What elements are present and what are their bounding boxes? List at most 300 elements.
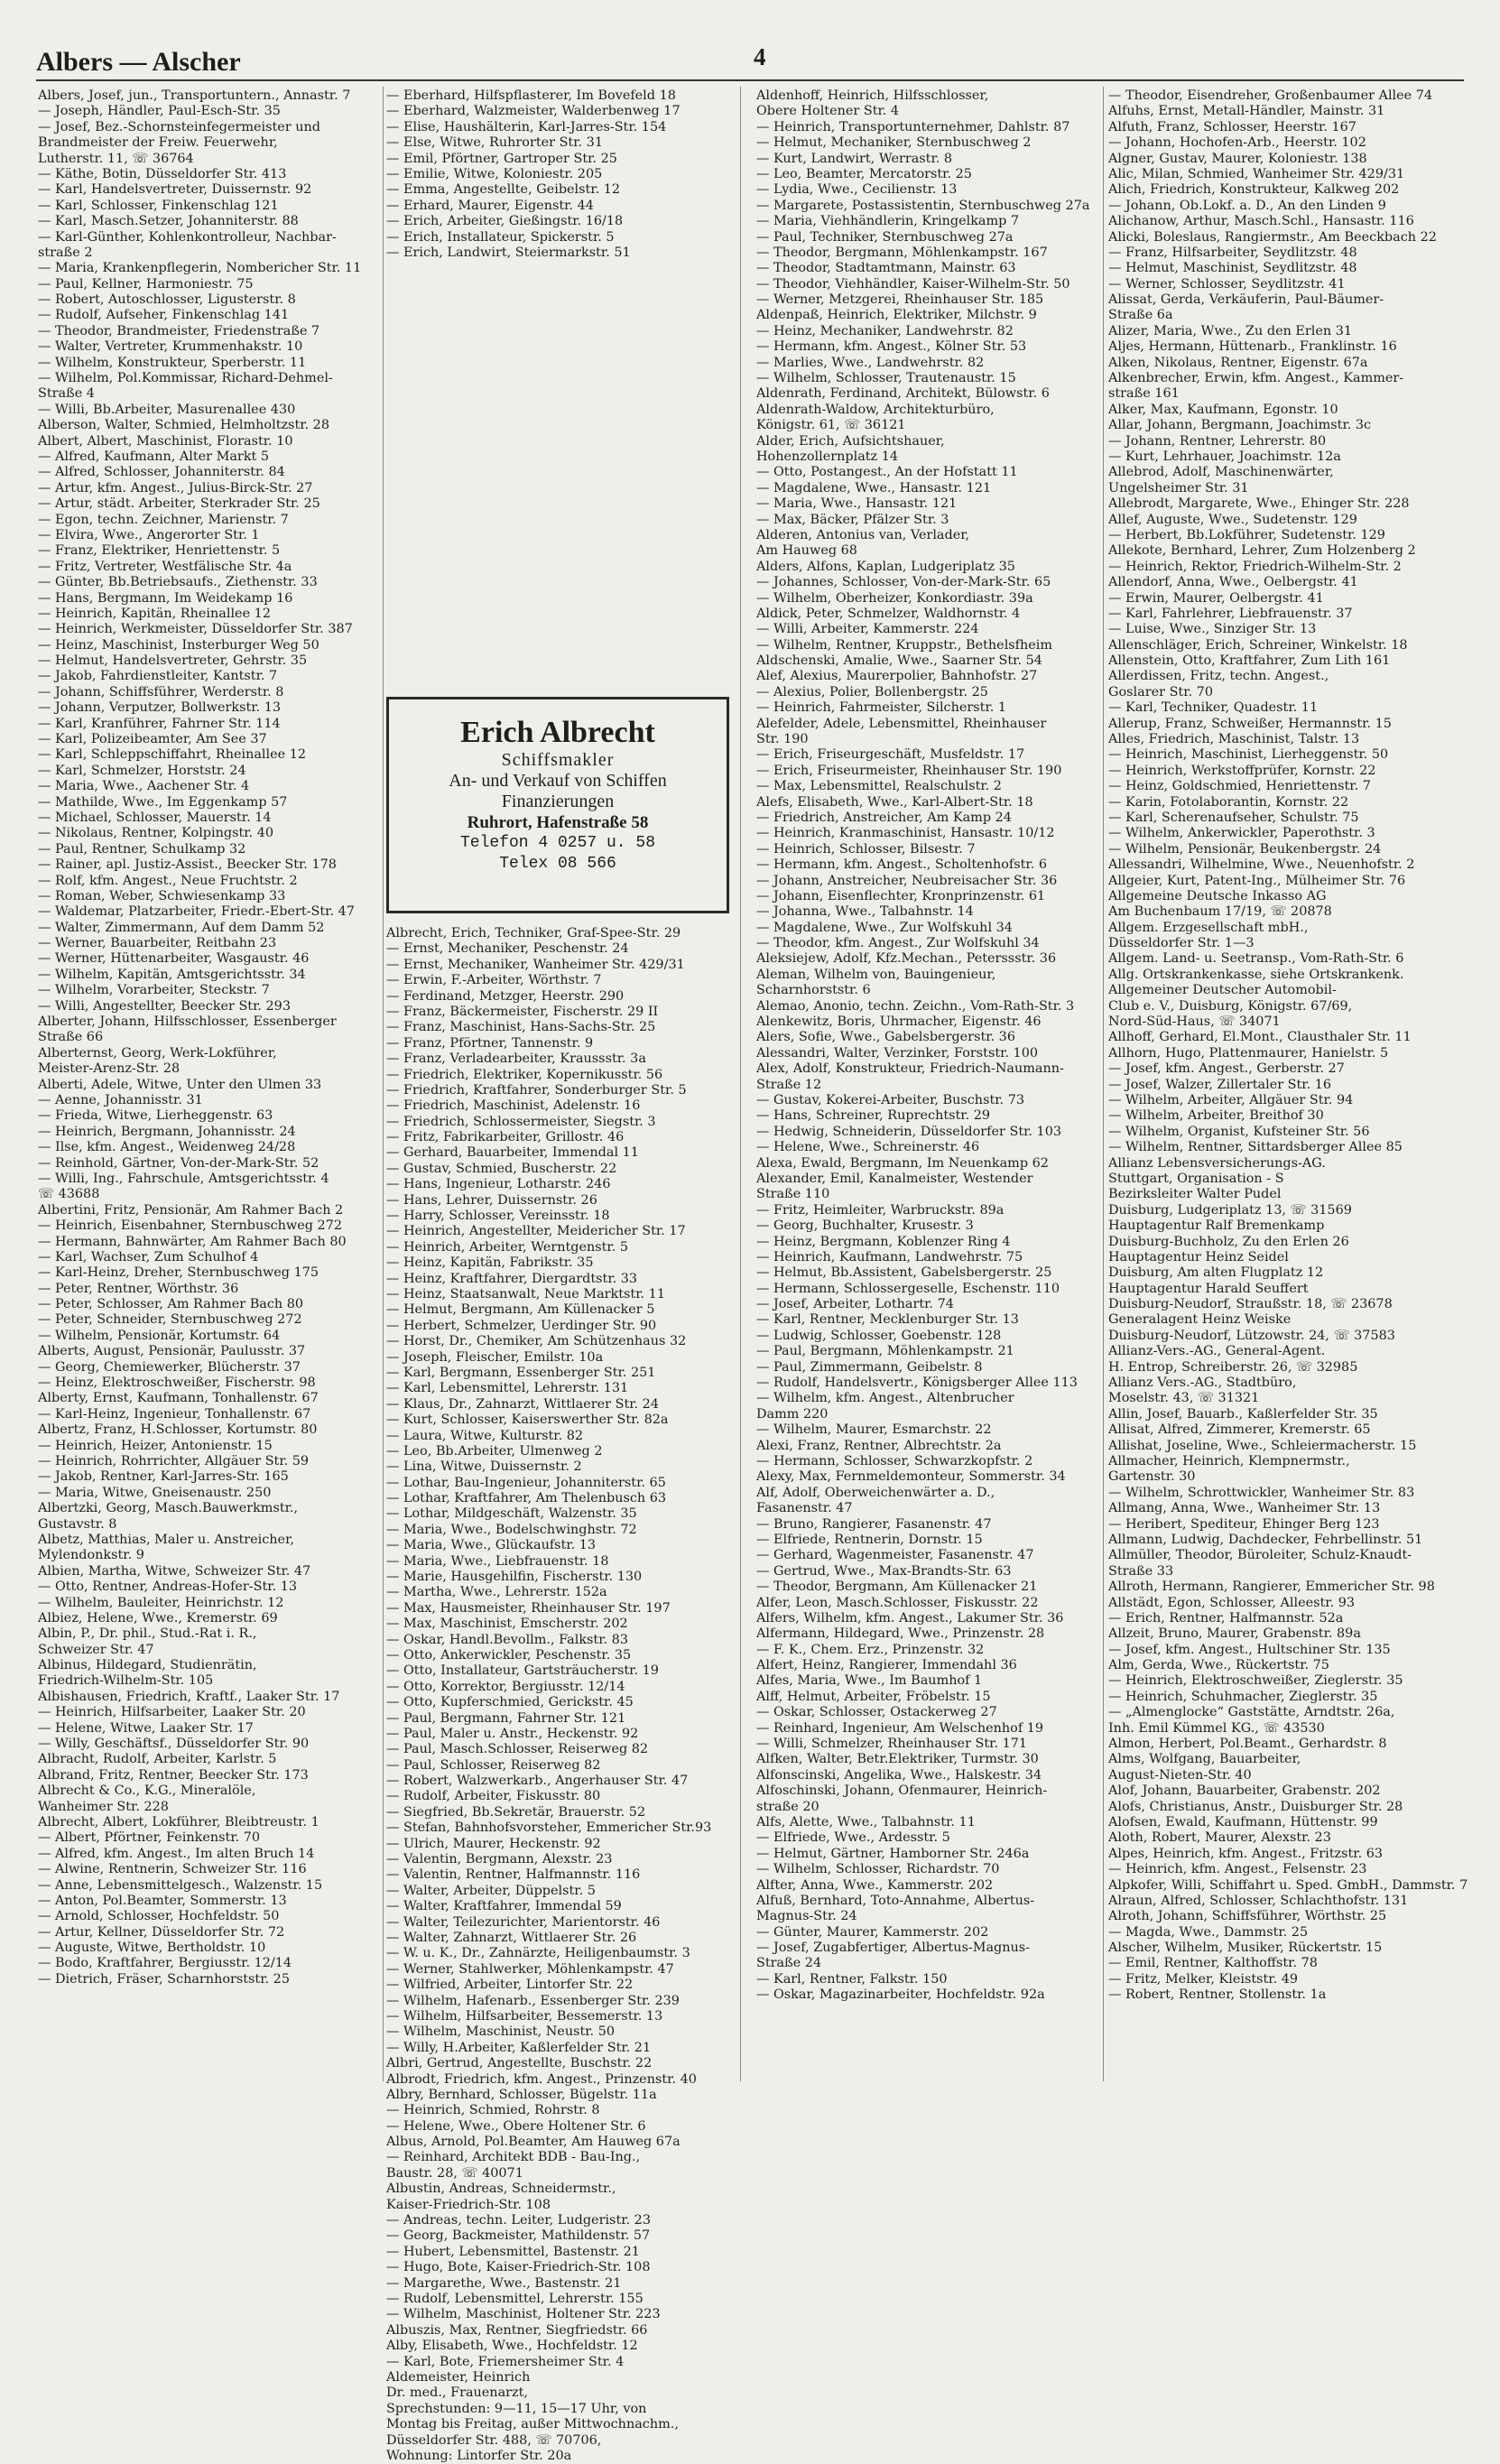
directory-entry: Allgeier, Kurt, Patent-Ing., Mülheimer Str. 76 [1108,873,1406,888]
directory-entry: Düsseldorfer Str. 1—3 [1108,936,1255,951]
directory-entry: Albers, Josef, jun., Transportuntern., Annastr. 7 [38,88,351,103]
directory-entry: — Friedrich, Schlossermeister, Siegstr. 3 [386,1114,656,1129]
directory-entry: ☏ 43688 [38,1187,100,1202]
directory-entry: — Reinhard, Architekt BDB - Bau-Ing., [386,2150,641,2165]
directory-entry: — Eberhard, Walzmeister, Walderbenweg 17 [386,104,681,119]
directory-entry: Straße 110 [756,1187,830,1202]
directory-entry: Hauptagentur Harald Seuffert [1108,1281,1309,1296]
directory-entry: — Franz, Bäckermeister, Fischerstr. 29 II [386,1004,659,1019]
directory-entry: — Erich, Rentner, Halfmannstr. 52a [1108,1610,1344,1626]
directory-entry: Allianz Lebensversicherungs-AG. [1108,1155,1326,1171]
directory-entry: Allin, Josef, Bauarb., Kaßlerfelder Str. 35 [1108,1406,1378,1422]
directory-entry: Alof, Johann, Bauarbeiter, Grabenstr. 202 [1108,1783,1381,1799]
directory-entry: — Johannes, Schlosser, Von-der-Mark-Str. 65 [756,575,1051,590]
directory-entry: — Karl, Masch.Setzer, Johanniterstr. 88 [38,214,299,229]
directory-entry: — Reinhard, Ingenieur, Am Welschenhof 19 [756,1720,1044,1736]
directory-entry: Aldemeister, Heinrich [386,2369,531,2385]
directory-entry: — Heinrich, Elektroschweißer, Zieglerstr. 35 [1108,1673,1403,1689]
directory-entry: — Friedrich, Kraftfahrer, Sonderburger Str. 5 [386,1082,687,1098]
directory-entry: — Heinrich, Kranmaschinist, Hansastr. 10/12 [756,826,1055,841]
directory-entry: — Elfriede, Wwe., Ardesstr. 5 [756,1830,950,1846]
directory-entry: — Rudolf, Handelsvertr., Königsberger Allee 113 [756,1376,1078,1391]
directory-entry: Aleman, Wilhelm von, Bauingenieur, [756,967,996,982]
directory-entry: — Hermann, Schlossergeselle, Eschenstr. 110 [756,1281,1060,1296]
directory-entry: — Theodor, Bergmann, Möhlenkampstr. 167 [756,245,1048,260]
directory-entry: — Willi, Ing., Fahrschule, Amtsgerichtsstr. 4 [38,1171,329,1186]
directory-entry: — Artur, städt. Arbeiter, Sterkrader Str. 25 [38,496,320,512]
directory-entry: — Karl, Bergmann, Essenberger Str. 251 [386,1365,656,1380]
directory-entry: Allmüller, Theodor, Büroleiter, Schulz-Knaudt- [1108,1548,1412,1563]
directory-entry: Obere Holtener Str. 4 [756,104,900,119]
directory-entry: — Jakob, Rentner, Karl-Jarres-Str. 165 [38,1469,289,1485]
directory-entry: — Kurt, Schlosser, Kaiserswerther Str. 82a [386,1413,669,1428]
directory-entry: — W. u. K., Dr., Zahnärzte, Heiligenbaumstr. 3 [386,1946,690,1961]
directory-entry: — Johann, Eisenflechter, Kronprinzenstr. 61 [756,888,1046,903]
directory-entry: — Karl-Günther, Kohlenkontrolleur, Nachbar- [38,229,337,245]
directory-entry: Allianz Vers.-AG., Stadtbüro, [1108,1376,1297,1391]
header-rule [36,79,1464,81]
directory-entry: — Ernst, Mechaniker, Wanheimer Str. 429/31 [386,957,685,972]
directory-entry: — Franz, Hilfsarbeiter, Seydlitzstr. 48 [1108,245,1357,260]
directory-entry: — Karl, Rentner, Falkstr. 150 [756,1971,948,1987]
directory-entry: Allekote, Bernhard, Lehrer, Zum Holzenberg 2 [1108,543,1416,559]
directory-entry: — Johann, Anstreicher, Neubreisacher Str. 36 [756,873,1058,888]
directory-entry: — Ulrich, Maurer, Heckenstr. 92 [386,1836,601,1851]
directory-entry: — Siegfried, Bb.Sekretär, Brauerstr. 52 [386,1804,646,1820]
directory-entry: — Gertrud, Wwe., Max-Brandts-Str. 63 [756,1563,1012,1579]
directory-entry: H. Entrop, Schreiberstr. 26, ☏ 32985 [1108,1359,1358,1375]
directory-entry: Club e. V., Duisburg, Königstr. 67/69, [1108,998,1353,1014]
directory-entry: — Heinz, Maschinist, Insterburger Weg 50 [38,637,319,653]
directory-entry: — Heinrich, Bergmann, Johannisstr. 24 [38,1124,296,1139]
directory-entry: — Helmut, Handelsvertreter, Gehrstr. 35 [38,653,308,669]
directory-entry: Alich, Friedrich, Konstrukteur, Kalkweg 202 [1108,182,1400,198]
directory-entry: — Marlies, Wwe., Landwehrstr. 82 [756,355,985,370]
page-number: 4 [754,43,766,70]
directory-entry: — Heinrich, Hilfsarbeiter, Laaker Str. 20 [38,1705,306,1720]
directory-entry: Alfer, Leon, Masch.Schlosser, Fiskusstr. 22 [756,1595,1039,1610]
directory-entry: — Paul, Kellner, Harmoniestr. 75 [38,276,254,292]
directory-entry: Albien, Martha, Witwe, Schweizer Str. 47 [38,1563,311,1579]
directory-entry: — Anton, Pol.Beamter, Sommerstr. 13 [38,1893,287,1908]
directory-entry: Aldenrath, Ferdinand, Architekt, Bülowstr. 6 [756,386,1050,402]
directory-entry: — Erwin, F.-Arbeiter, Wörthstr. 7 [386,973,602,988]
directory-entry: Allzeit, Bruno, Maurer, Grabenstr. 89a [1108,1626,1361,1642]
directory-entry: — Lina, Witwe, Duissernstr. 2 [386,1459,582,1475]
directory-entry: — Hedwig, Schneiderin, Düsseldorfer Str. 103 [756,1124,1062,1139]
directory-column-1 [38,88,381,1987]
directory-entry: — Emil, Rentner, Kalthoffstr. 78 [1108,1956,1318,1971]
directory-entry: — Emil, Pförtner, Gartroper Str. 25 [386,151,617,166]
directory-entry: — Dietrich, Fräser, Scharnhorststr. 25 [38,1971,290,1987]
directory-entry: Wohnung: Lintorfer Str. 20a [386,2448,572,2463]
directory-entry: — Elfriede, Rentnerin, Dornstr. 15 [756,1532,983,1547]
page-header [36,43,1464,79]
advertisement-box [386,697,729,913]
directory-entry: — Wilhelm, Rentner, Sittardsberger Allee 85 [1108,1140,1403,1155]
directory-entry: Str. 190 [756,732,809,747]
directory-entry: — Heinz, Mechaniker, Landwehrstr. 82 [756,323,1014,338]
directory-entry: — Wilhelm, Pensionär, Beukenbergstr. 24 [1108,841,1382,857]
directory-entry: Allhorn, Hugo, Plattenmaurer, Hanielstr. 5 [1108,1045,1389,1061]
directory-entry: Schweizer Str. 47 [38,1642,154,1657]
directory-entry: Alefelder, Adele, Lebensmittel, Rheinhauser [756,716,1047,731]
directory-entry: — Otto, Kupferschmied, Gerickstr. 45 [386,1695,634,1710]
ad-phone: Telefon 4 0257 u. 58 [459,834,656,852]
directory-entry: — Hubert, Lebensmittel, Bastenstr. 21 [386,2244,640,2259]
directory-entry: — Werner, Schlosser, Seydlitzstr. 41 [1108,276,1346,292]
directory-entry: — Karl-Heinz, Dreher, Sternbuschweg 175 [38,1265,319,1281]
directory-entry: — Wilhelm, Arbeiter, Allgäuer Str. 94 [1108,1093,1354,1107]
directory-entry: — Valentin, Bergmann, Alexstr. 23 [386,1852,613,1867]
directory-entry: — Paul, Zimmermann, Geibelstr. 8 [756,1359,983,1375]
directory-entry: Allroth, Hermann, Rangierer, Emmericher Str. 98 [1108,1579,1435,1595]
directory-entry: — Peter, Rentner, Wörthstr. 36 [38,1281,239,1296]
running-head: Albers — Alscher [36,47,241,77]
directory-entry: — Eberhard, Hilfspflasterer, Im Bovefeld 18 [386,88,676,103]
directory-entry: — Walter, Teilezurichter, Marientorstr. 46 [386,1914,661,1930]
directory-entry: — Heinrich, Kaufmann, Landwehrstr. 75 [756,1249,1023,1264]
directory-entry: Ungelsheimer Str. 31 [1108,480,1249,496]
directory-entry: — Wilhelm, Pol.Kommissar, Richard-Dehmel- [38,371,333,386]
directory-entry: Allebrod, Adolf, Maschinenwärter, [1108,465,1334,480]
directory-entry: Albry, Bernhard, Schlosser, Bügelstr. 11a [386,2087,657,2102]
ad-company-name: Erich Albrecht [460,716,655,749]
directory-entry: — Hans, Schreiner, Ruprechtstr. 29 [756,1108,991,1124]
directory-entry: — Ernst, Mechaniker, Peschenstr. 24 [386,941,629,957]
directory-entry: Alder, Erich, Aufsichtshauer, [756,433,945,449]
directory-entry: — Friedrich, Maschinist, Adelenstr. 16 [386,1098,641,1114]
directory-entry: — Heinrich, Eisenbahner, Sternbuschweg 272 [38,1218,343,1234]
directory-entry: Mylendonkstr. 9 [38,1548,144,1563]
directory-entry: — Ludwig, Schlosser, Goebenstr. 128 [756,1328,1002,1343]
directory-entry: — Stefan, Bahnhofsvorsteher, Emmericher Str.93 [386,1820,712,1836]
directory-entry: — Auguste, Witwe, Bertholdstr. 10 [38,1941,266,1956]
directory-entry: — Karl, Lebensmittel, Lehrerstr. 131 [386,1381,629,1396]
directory-entry: — Waldemar, Platzarbeiter, Friedr.-Ebert-Str. 47 [38,904,355,920]
directory-entry: — Heinrich, Kapitän, Rheinallee 12 [38,606,271,621]
directory-entry: Allianz-Vers.-AG., General-Agent. [1108,1344,1326,1359]
directory-entry: Albracht, Rudolf, Arbeiter, Karlstr. 5 [38,1752,277,1767]
directory-entry: — Walter, Kraftfahrer, Immendal 59 [386,1899,622,1914]
directory-entry: — Lothar, Bau-Ingenieur, Johanniterstr. 65 [386,1475,666,1490]
directory-entry: Hauptagentur Heinz Seidel [1108,1249,1289,1264]
directory-entry: — Robert, Rentner, Stollenstr. 1a [1108,1987,1327,2003]
directory-entry: Lutherstr. 11, ☏ 36764 [38,151,194,166]
directory-entry: straße 20 [756,1799,819,1814]
directory-entry: — Heinz, Kraftfahrer, Diergardtstr. 33 [386,1271,638,1286]
directory-entry: Alfers, Wilhelm, kfm. Angest., Lakumer Str. 36 [756,1610,1064,1626]
directory-entry: Gustavstr. 8 [38,1516,117,1532]
directory-column-3 [756,88,1105,2004]
directory-entry: — Franz, Elektriker, Henriettenstr. 5 [38,543,281,559]
directory-entry: — Paul, Bergmann, Fahrner Str. 121 [386,1710,626,1726]
directory-entry: — Johann, Hochofen-Arb., Heerstr. 102 [1108,135,1366,151]
directory-entry: — Peter, Schneider, Sternbuschweg 272 [38,1312,302,1328]
directory-entry: — Heinz, Kapitän, Fabrikstr. 35 [386,1255,594,1271]
directory-entry: — Max, Hausmeister, Rheinhauser Str. 197 [386,1600,671,1616]
directory-entry: Alizer, Maria, Wwe., Zu den Erlen 31 [1108,323,1353,338]
directory-entry: Alfuth, Franz, Schlosser, Heerstr. 167 [1108,119,1356,134]
directory-entry: — Wilhelm, Maschinist, Neustr. 50 [386,2024,616,2040]
directory-entry: — Elise, Haushälterin, Karl-Jarres-Str. 154 [386,119,667,134]
directory-entry: — Oskar, Handl.Bevollm., Falkstr. 83 [386,1632,628,1647]
directory-entry: — Franz, Maschinist, Hans-Sachs-Str. 25 [386,1020,656,1035]
directory-entry: — Maria, Wwe., Hansastr. 121 [756,496,958,512]
directory-entry: — Hermann, Bahnwärter, Am Rahmer Bach 80 [38,1234,347,1249]
directory-entry: Allhoff, Gerhard, El.Mont., Clausthaler Str. 11 [1108,1030,1412,1045]
directory-entry: — Franz, Pförtner, Tannenstr. 9 [386,1035,594,1051]
directory-entry: — Lothar, Kraftfahrer, Am Thelenbusch 63 [386,1491,667,1506]
directory-entry: — Heinrich, Schuhmacher, Zieglerstr. 35 [1108,1689,1378,1704]
directory-entry: — Wilhelm, Vorarbeiter, Steckstr. 7 [38,983,270,998]
directory-entry: — Gustav, Schmied, Buscherstr. 22 [386,1161,617,1176]
directory-entry: — Josef, Walzer, Zillertaler Str. 16 [1108,1077,1332,1092]
directory-entry: — Andreas, techn. Leiter, Ludgeristr. 23 [386,2213,651,2228]
directory-entry: — Heinz, Bergmann, Koblenzer Ring 4 [756,1234,1011,1249]
directory-entry: Alexa, Ewald, Bergmann, Im Neuenkamp 62 [756,1155,1049,1171]
ad-line: An- und Verkauf von Schiffen [449,771,667,791]
ad-line: Schiffsmakler [501,750,615,770]
directory-entry: — Wilhelm, Maurer, Esmarchstr. 22 [756,1422,992,1438]
directory-entry: — Werner, Bauarbeiter, Reitbahn 23 [38,936,277,951]
directory-entry: Alpkofer, Willi, Schiffahrt u. Sped. GmbH., Dammstr. 7 [1108,1877,1468,1893]
directory-entry: — Kurt, Landwirt, Werrastr. 8 [756,151,953,166]
directory-entry: Alfken, Walter, Betr.Elektriker, Turmstr. 30 [756,1752,1039,1767]
directory-entry: Duisburg-Neudorf, Straußstr. 18, ☏ 23678 [1108,1297,1393,1312]
directory-entry: Damm 220 [756,1406,829,1422]
directory-entry: — Lothar, Mildgeschäft, Walzenstr. 35 [386,1506,637,1522]
directory-entry: Montag bis Freitag, außer Mittwochnachm., [386,2417,679,2432]
directory-entry: — Hermann, Schlosser, Schwarzkopfstr. 2 [756,1453,1033,1468]
directory-entry: — Bodo, Kraftfahrer, Bergiusstr. 12/14 [38,1956,292,1971]
directory-entry: — Wilhelm, Hilfsarbeiter, Bessemerstr. 13 [386,2008,663,2024]
directory-entry: — Heinrich, Fahrmeister, Silcherstr. 1 [756,700,1007,716]
directory-entry: — Gerhard, Wagenmeister, Fasanenstr. 47 [756,1548,1034,1563]
directory-entry: — Reinhold, Gärtner, Von-der-Mark-Str. 52 [38,1155,319,1171]
directory-entry: — Fritz, Heimleiter, Warbruckstr. 89a [756,1202,1005,1218]
directory-entry: — Paul, Rentner, Schulkamp 32 [38,841,246,857]
directory-entry: — Wilhelm, Hafenarb., Essenberger Str. 239 [386,1993,680,2008]
directory-entry: Alex, Adolf, Konstrukteur, Friedrich-Naumann- [756,1061,1064,1077]
directory-entry: — Karl, Bote, Friemersheimer Str. 4 [386,2354,625,2369]
directory-entry: — Rudolf, Arbeiter, Fiskusstr. 80 [386,1789,601,1804]
directory-entry: — Maria, Krankenpflegerin, Nombericher Str. 11 [38,261,362,276]
directory-entry: Albrecht & Co., K.G., Mineralöle, [38,1783,256,1799]
directory-column-4 [1108,88,1469,2004]
directory-entry: Albin, P., Dr. phil., Stud.-Rat i. R., [38,1626,257,1642]
directory-entry: — Heinrich, Heizer, Antonienstr. 15 [38,1438,273,1453]
directory-entry: — Franz, Verladearbeiter, Kraussstr. 3a [386,1051,646,1067]
directory-entry: Alofsen, Ewald, Kaufmann, Hüttenstr. 99 [1108,1814,1378,1829]
directory-entry: — Friedrich, Anstreicher, Am Kamp 24 [756,810,1012,825]
directory-entry: — Karl, Schmelzer, Horststr. 24 [38,763,246,778]
directory-entry: — Josef, Arbeiter, Lothartr. 74 [756,1297,954,1312]
directory-column-2-bottom [386,926,735,2464]
directory-entry: — Johann, Schiffsführer, Werderstr. 8 [38,684,284,699]
directory-entry: Alicki, Boleslaus, Rangiermstr., Am Beeckbach 22 [1108,229,1437,245]
directory-entry: — Magda, Wwe., Dammstr. 25 [1108,1924,1309,1940]
directory-entry: — Werner, Metzgerei, Rheinhauser Str. 185 [756,292,1044,308]
directory-entry: Allgem. Erzgesellschaft mbH., [1108,920,1309,935]
directory-entry: — Bruno, Rangierer, Fasanenstr. 47 [756,1516,992,1532]
directory-entry: — Friedrich, Elektriker, Kopernikusstr. 56 [386,1067,663,1082]
column-divider [383,87,384,2081]
directory-entry: Alfuhs, Ernst, Metall-Händler, Mainstr. 31 [1108,104,1385,119]
directory-entry: — Maria, Viehhändlerin, Kringelkamp 7 [756,214,1020,229]
directory-entry: — Heinz, Staatsanwalt, Neue Marktstr. 11 [386,1286,665,1301]
directory-entry: Albertini, Fritz, Pensionär, Am Rahmer Bach 2 [38,1202,344,1218]
directory-entry: — Frieda, Witwe, Lierheggenstr. 63 [38,1108,273,1124]
directory-entry: — Karl, Kranführer, Fahrner Str. 114 [38,716,281,731]
directory-entry: — Willy, Geschäftsf., Düsseldorfer Str. 90 [38,1737,310,1752]
directory-entry: — Theodor, Viehhändler, Kaiser-Wilhelm-Str. 50 [756,276,1070,292]
directory-entry: — Erwin, Maurer, Oelbergstr. 41 [1108,590,1324,606]
directory-entry: — Anne, Lebensmittelgesch., Walzenstr. 15 [38,1877,323,1893]
column-divider [740,87,741,2081]
directory-entry: — Elvira, Wwe., Angerorter Str. 1 [38,527,260,542]
directory-entry: Albishausen, Friedrich, Kraftf., Laaker Str. 17 [38,1689,340,1704]
directory-entry: — Nikolaus, Rentner, Kolpingstr. 40 [38,826,274,841]
directory-entry: — Luise, Wwe., Sinziger Str. 13 [1108,622,1317,637]
directory-entry: Allerup, Franz, Schweißer, Hermannstr. 15 [1108,716,1392,731]
directory-entry: Allef, Auguste, Wwe., Sudetenstr. 129 [1108,512,1357,527]
directory-entry: Straße 33 [1108,1563,1174,1579]
directory-entry: — Aenne, Johannisstr. 31 [38,1093,203,1107]
directory-entry: — Hermann, kfm. Angest., Kölner Str. 53 [756,339,1027,355]
directory-entry: — Heinrich, Transportunternehmer, Dahlstr. 87 [756,119,1070,134]
directory-entry: straße 2 [38,245,93,260]
directory-entry: straße 161 [1108,386,1180,402]
directory-entry: — Martha, Wwe., Lehrerstr. 152a [386,1585,607,1600]
directory-entry: Alfert, Heinz, Rangierer, Immendahl 36 [756,1658,1017,1673]
directory-entry: — Walter, Arbeiter, Düppelstr. 5 [386,1883,596,1898]
directory-entry: Königstr. 61, ☏ 36121 [756,418,906,433]
directory-entry: — Mathilde, Wwe., Im Eggenkamp 57 [38,794,288,810]
directory-entry: Alby, Elisabeth, Wwe., Hochfeldstr. 12 [386,2339,638,2354]
directory-entry: — Karl, Handelsvertreter, Duissernstr. 92 [38,182,312,198]
directory-entry: — Paul, Masch.Schlosser, Reiserweg 82 [386,1742,649,1757]
directory-entry: Allerdissen, Fritz, techn. Angest., [1108,669,1329,684]
directory-entry: — Hans, Bergmann, Im Weidekamp 16 [38,590,293,606]
directory-entry: Alfermann, Hildegard, Wwe., Prinzenstr. 28 [756,1626,1045,1642]
directory-entry: — Heinrich, Werkmeister, Düsseldorfer Str. 387 [38,622,353,637]
directory-entry: — Heinrich, Arbeiter, Werntgenstr. 5 [386,1239,629,1255]
directory-entry: Allmang, Anna, Wwe., Wanheimer Str. 13 [1108,1501,1381,1516]
directory-entry: Albrand, Fritz, Rentner, Beecker Str. 173 [38,1767,309,1783]
directory-entry: — F. K., Chem. Erz., Prinzenstr. 32 [756,1642,985,1657]
directory-entry: Alef, Alexius, Maurerpolier, Bahnhofstr. 27 [756,669,1038,684]
directory-entry: Allenstein, Otto, Kraftfahrer, Zum Lith 161 [1108,653,1391,669]
directory-entry: — Paul, Bergmann, Möhlenkampstr. 21 [756,1344,1014,1359]
directory-entry: Stuttgart, Organisation - S [1108,1171,1284,1186]
directory-entry: — Wilhelm, Maschinist, Holtener Str. 223 [386,2307,661,2322]
directory-entry: Alefs, Elisabeth, Wwe., Karl-Albert-Str. 18 [756,794,1033,810]
directory-entry: Straße 24 [756,1956,822,1971]
directory-entry: Alers, Sofie, Wwe., Gabelsbergerstr. 36 [756,1030,1015,1045]
directory-entry: — Ferdinand, Metzger, Heerstr. 290 [386,988,625,1004]
directory-entry: — Willi, Schmelzer, Rheinhauser Str. 171 [756,1737,1028,1752]
directory-entry: — Erhard, Maurer, Eigenstr. 44 [386,198,594,213]
directory-entry: — Walter, Vertreter, Krummenhakstr. 10 [38,339,303,355]
directory-entry: Alberts, August, Pensionär, Paulusstr. 37 [38,1344,306,1359]
directory-entry: Albrecht, Albert, Lokführer, Bleibtreustr. 1 [38,1814,319,1829]
directory-entry: Straße 6a [1108,308,1173,323]
directory-entry: Straße 12 [756,1077,822,1092]
ad-line: Finanzierungen [501,792,615,811]
directory-entry: Alderen, Antonius van, Verlader, [756,527,970,542]
directory-entry: Allar, Johann, Bergmann, Joachimstr. 3c [1108,418,1372,433]
directory-entry: — Egon, techn. Zeichner, Marienstr. 7 [38,512,289,527]
directory-entry: Aldschenski, Amalie, Wwe., Saarner Str. 54 [756,653,1042,669]
directory-entry: Alichanow, Arthur, Masch.Schl., Hansastr. 116 [1108,214,1414,229]
directory-entry: — Ilse, kfm. Angest., Weidenweg 24/28 [38,1140,296,1155]
directory-entry: Aleksiejew, Adolf, Kfz.Mechan., Peterssstr. 36 [756,951,1057,967]
directory-entry: — Roman, Weber, Schwiesenkamp 33 [38,888,286,903]
directory-entry: Alken, Nikolaus, Rentner, Eigenstr. 67a [1108,355,1368,370]
directory-entry: — Rolf, kfm. Angest., Neue Fruchtstr. 2 [38,873,298,888]
directory-entry: — Magdalene, Wwe., Zur Wolfskuhl 34 [756,920,1013,935]
directory-entry: — Otto, Ankerwickler, Peschenstr. 35 [386,1647,632,1663]
directory-entry: Alroth, Johann, Schiffsführer, Wörthstr. 25 [1108,1909,1387,1924]
directory-entry: Nord-Süd-Haus, ☏ 34071 [1108,1014,1281,1030]
directory-entry: — Heinrich, Rohrrichter, Allgäuer Str. 59 [38,1453,310,1468]
directory-entry: — Joseph, Händler, Paul-Esch-Str. 35 [38,104,281,119]
directory-entry: Alexander, Emil, Kanalmeister, Westender [756,1171,1033,1186]
directory-entry: — Maria, Wwe., Liebfrauenstr. 18 [386,1553,609,1569]
directory-entry: Alessandri, Walter, Verzinker, Forststr. 100 [756,1045,1039,1061]
directory-entry: Albustin, Andreas, Schneidermstr., [386,2181,616,2197]
directory-entry: — Theodor, kfm. Angest., Zur Wolfskuhl 34 [756,936,1040,951]
directory-entry: August-Nieten-Str. 40 [1108,1767,1252,1783]
directory-entry: — Otto, Installateur, Gartsträucherstr. 19 [386,1663,659,1679]
directory-entry: — Heinz, Elektroschweißer, Fischerstr. 98 [38,1376,316,1391]
directory-entry: — Hans, Lehrer, Duissernstr. 26 [386,1192,597,1208]
directory-entry: Albertzki, Georg, Masch.Bauwerkmstr., [38,1501,299,1516]
directory-entry: — Magdalene, Wwe., Hansastr. 121 [756,480,992,496]
directory-entry: — Michael, Schlosser, Mauerstr. 14 [38,810,272,825]
directory-entry: Alkenbrecher, Erwin, kfm. Angest., Kammer- [1108,371,1404,386]
directory-entry: Aloth, Robert, Maurer, Alexstr. 23 [1108,1830,1331,1846]
directory-entry: — Wilhelm, Oberheizer, Konkordiastr. 39a [756,590,1033,606]
directory-entry: — Willi, Bb.Arbeiter, Masurenallee 430 [38,402,296,417]
directory-entry: Hohenzollernplatz 14 [756,449,899,464]
directory-entry: — Werner, Hüttenarbeiter, Wasgaustr. 46 [38,951,310,967]
directory-entry: — Wilfried, Arbeiter, Lintorfer Str. 22 [386,1978,634,1993]
directory-entry: Alms, Wolfgang, Bauarbeiter, [1108,1752,1301,1767]
directory-entry: Alenkewitz, Boris, Uhrmacher, Eigenstr. 46 [756,1014,1042,1030]
directory-entry: — Heinrich, Maschinist, Lierheggenstr. 50 [1108,747,1389,763]
directory-entry: — Karl, Fahrlehrer, Liebfrauenstr. 37 [1108,606,1353,621]
directory-entry: Albert, Albert, Maschinist, Florastr. 10 [38,433,293,449]
directory-entry: Allenschläger, Erich, Schreiner, Winkelstr. 18 [1108,637,1408,653]
directory-entry: — Leo, Bb.Arbeiter, Ulmenweg 2 [386,1443,603,1459]
directory-entry: — Marie, Hausgehilfin, Fischerstr. 130 [386,1570,643,1585]
directory-entry: Meister-Arenz-Str. 28 [38,1061,181,1077]
directory-entry: — Max, Maschinist, Emscherstr. 202 [386,1616,628,1632]
directory-entry: Gartenstr. 30 [1108,1469,1196,1485]
directory-entry: — Gerhard, Bauarbeiter, Immendal 11 [386,1145,639,1161]
directory-entry: Generalagent Heinz Weiske [1108,1312,1292,1328]
directory-entry: — Kurt, Lehrhauer, Joachimstr. 12a [1108,449,1341,464]
directory-entry: — Horst, Dr., Chemiker, Am Schützenhaus 32 [386,1334,687,1349]
directory-entry: — Karl, Polizeibeamter, Am See 37 [38,732,267,747]
directory-entry: — Alwine, Rentnerin, Schweizer Str. 116 [38,1862,307,1877]
directory-entry: — Willy, H.Arbeiter, Kaßlerfelder Str. 21 [386,2040,652,2055]
directory-column-2-top [386,88,735,261]
directory-entry: Am Buchenbaum 17/19, ☏ 20878 [1108,904,1332,920]
directory-entry: Allishat, Joseline, Wwe., Schleiermacherstr. 15 [1108,1438,1417,1453]
